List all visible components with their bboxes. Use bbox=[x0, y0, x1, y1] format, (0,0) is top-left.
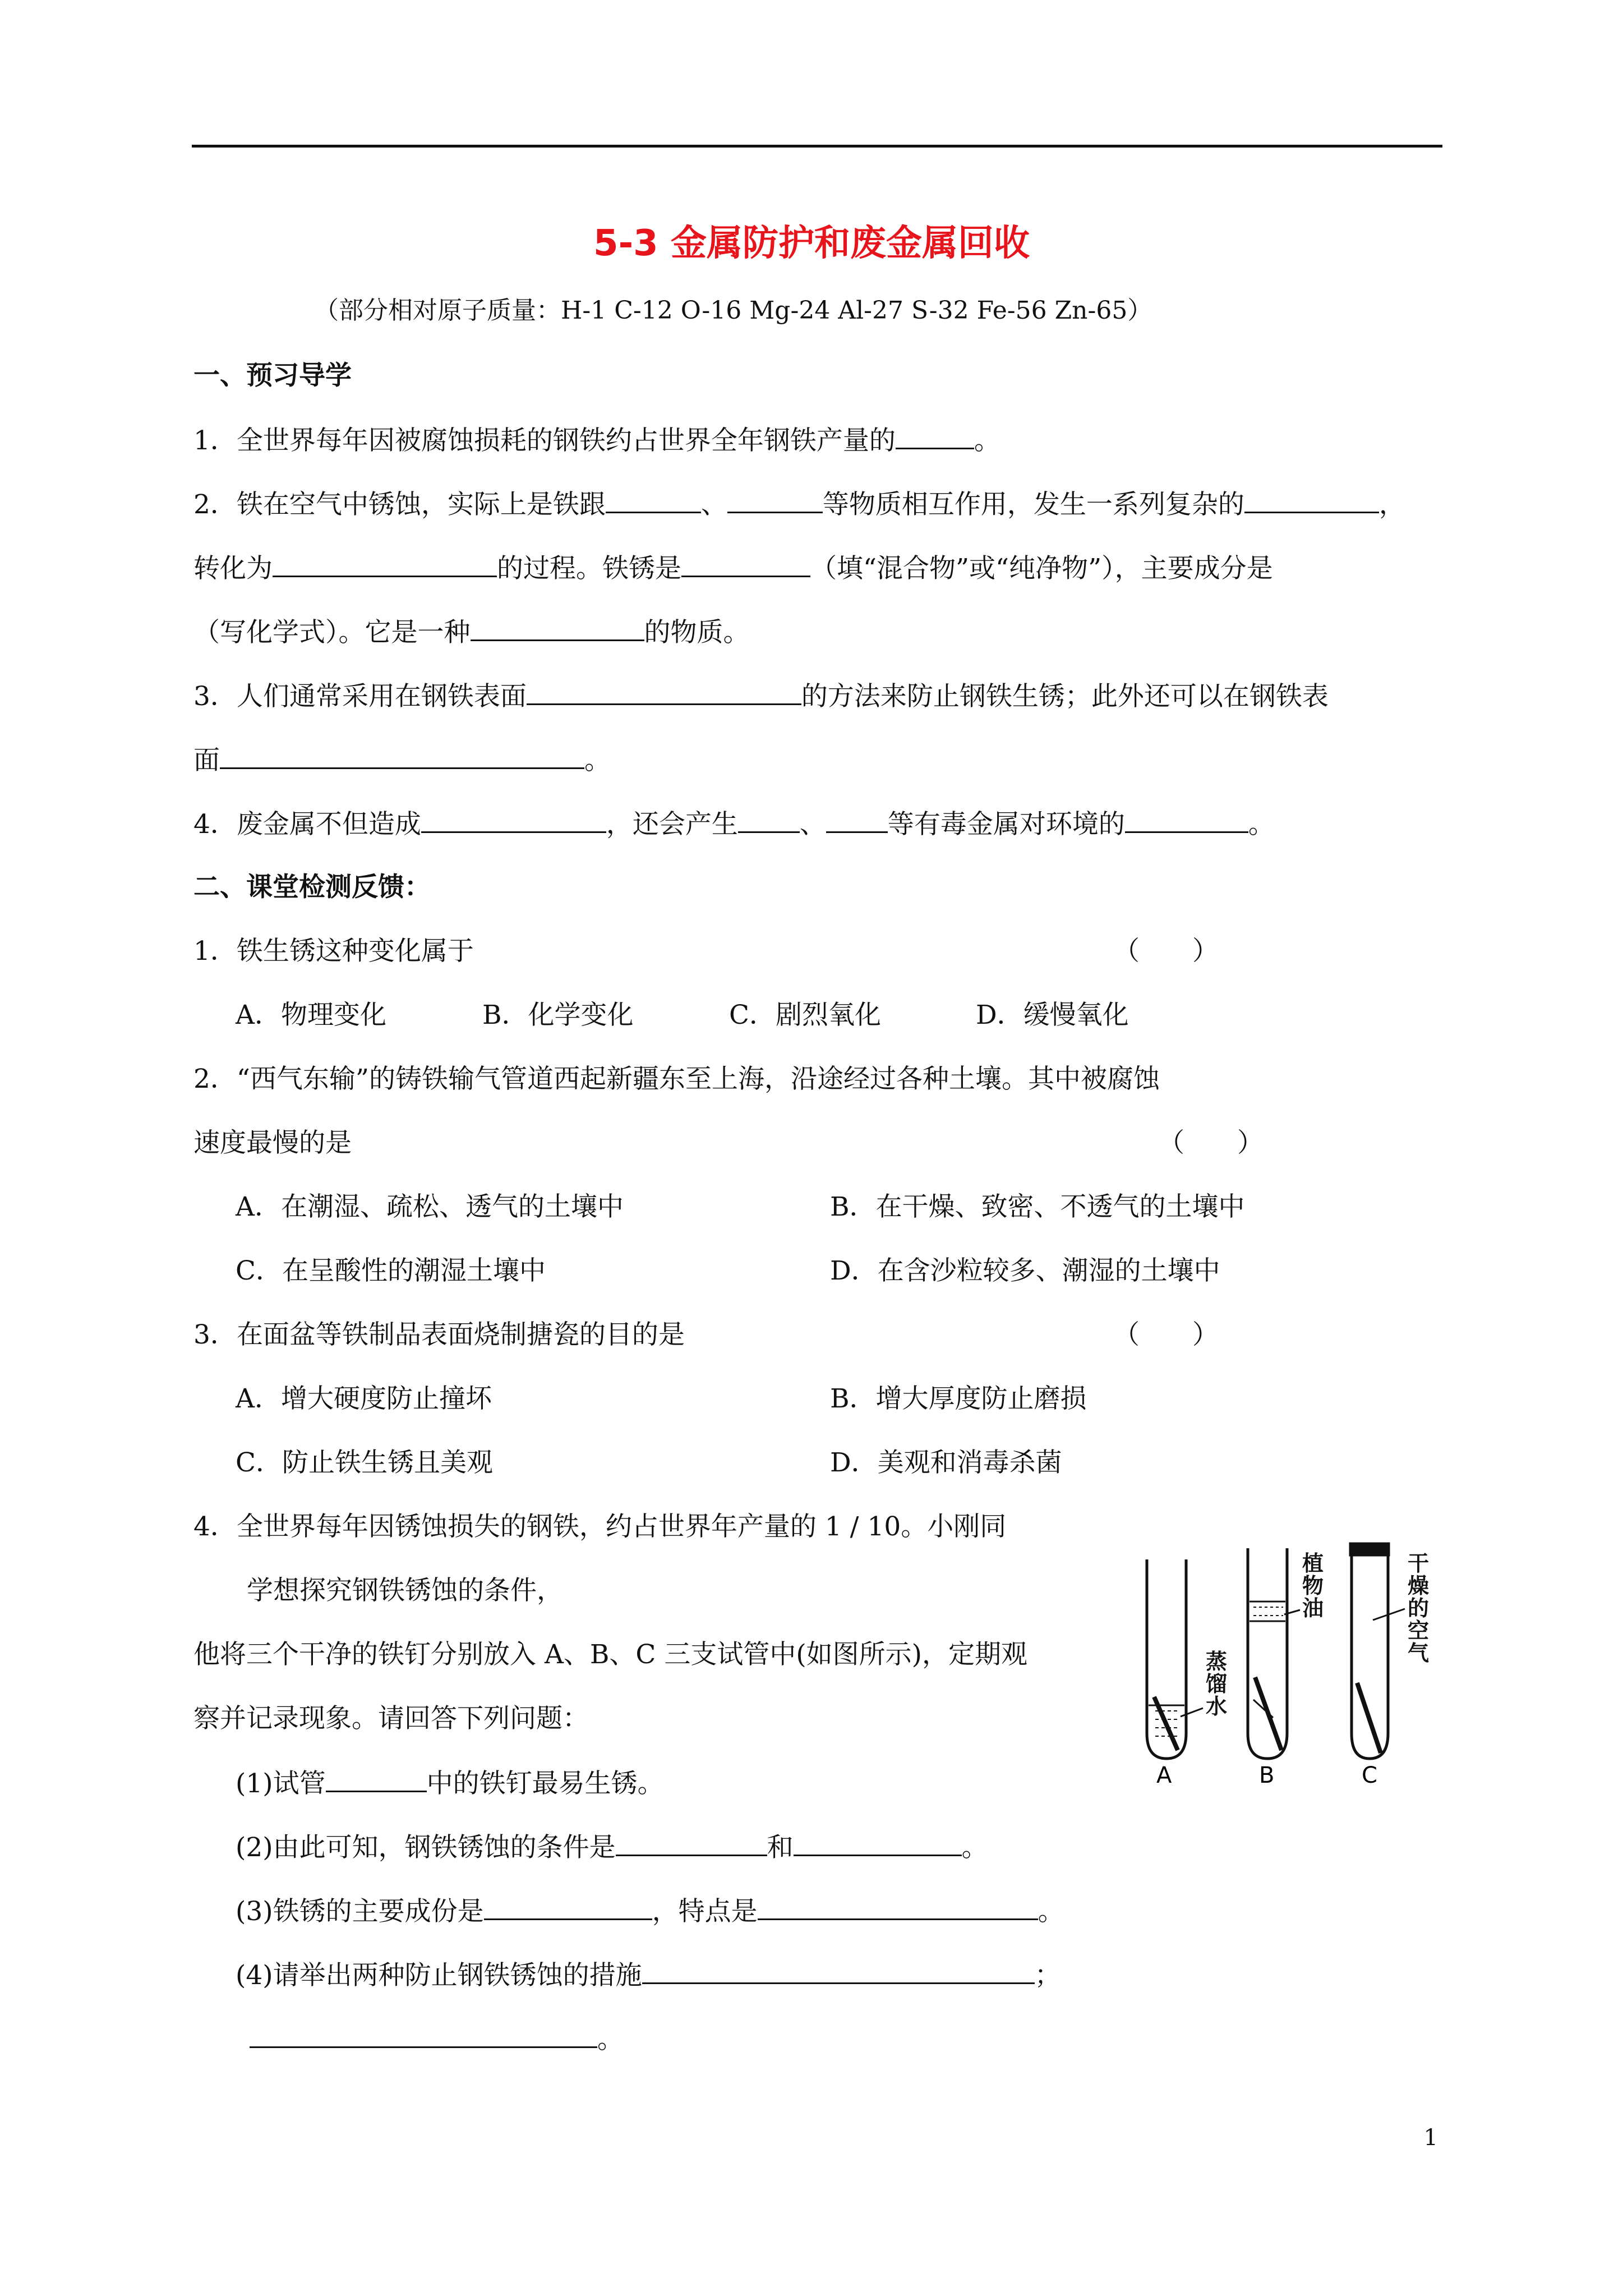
test-tube-b bbox=[1248, 1548, 1287, 1759]
header-rule bbox=[192, 145, 1442, 148]
s2-q4-line3: 他将三个干净的铁钉分别放入 A、B、C 三支试管中(如图所示)，定期观 bbox=[193, 1639, 1027, 1670]
s2-q1-option-a[interactable]: A．物理变化 bbox=[236, 1000, 386, 1030]
answer-blank[interactable] bbox=[421, 807, 606, 833]
answer-blank[interactable] bbox=[794, 1830, 962, 1856]
answer-blank[interactable] bbox=[642, 1958, 1035, 1984]
figure-label-water: 蒸馏水 bbox=[1206, 1649, 1228, 1719]
answer-blank[interactable] bbox=[738, 807, 800, 833]
water-pointer bbox=[1181, 1708, 1203, 1717]
answer-blank[interactable] bbox=[273, 551, 497, 577]
page-title: 5-3 金属防护和废金属回收 bbox=[593, 223, 1030, 264]
s2-q2-stem-line2: 速度最慢的是 bbox=[193, 1128, 352, 1158]
s1-q3-line2: 面 。 bbox=[193, 743, 611, 777]
s2-q4-line1: 4．全世界每年因锈蚀损失的钢铁，约占世界年产量的 1 / 10。小刚同 bbox=[193, 1511, 1007, 1542]
test-tube-a bbox=[1147, 1559, 1186, 1759]
s2-q3-option-b[interactable]: B．增大厚度防止磨损 bbox=[830, 1383, 1087, 1414]
s1-q2-line3: （写化学式）。它是一种 的物质。 bbox=[193, 615, 750, 650]
s2-q2-option-d[interactable]: D．在含沙粒较多、潮湿的土壤中 bbox=[830, 1255, 1220, 1286]
answer-blank[interactable] bbox=[250, 2022, 597, 2048]
s2-q1-option-b[interactable]: B．化学变化 bbox=[482, 1000, 634, 1030]
tube-label-b: B bbox=[1259, 1763, 1275, 1784]
s1-q3-line1: 3．人们通常采用在钢铁表面 的方法来防止钢铁生锈；此外还可以在钢铁表 bbox=[193, 679, 1329, 714]
s2-q2-stem-line1: 2．“西气东输”的铸铁输气管道西起新疆东至上海，沿途经过各种土壤。其中被腐蚀 bbox=[193, 1064, 1160, 1094]
tube-label-c: C bbox=[1362, 1763, 1377, 1784]
s2-q3-option-a[interactable]: A．增大硬度防止撞坏 bbox=[236, 1383, 492, 1414]
test-tube-figure bbox=[1122, 1537, 1458, 1784]
tube-label-a: A bbox=[1156, 1763, 1172, 1784]
figure-label-oil: 植物油 bbox=[1302, 1551, 1324, 1621]
s1-q2-line1: 2．铁在空气中锈蚀，实际上是铁跟 、 等物质相互作用，发生一系列复杂的 ， bbox=[193, 487, 1405, 522]
answer-blank[interactable] bbox=[826, 807, 888, 833]
answer-blank[interactable] bbox=[1244, 487, 1379, 513]
answer-paren[interactable]: （ ） bbox=[1113, 1319, 1219, 1350]
answer-blank[interactable] bbox=[606, 487, 701, 513]
page-number: 1 bbox=[1423, 2125, 1438, 2151]
s2-q4-sub4-line2: 。 bbox=[250, 2022, 624, 2056]
answer-blank[interactable] bbox=[484, 1894, 652, 1920]
s2-q4-sub2: (2)由此可知，钢铁锈蚀的条件是 和 。 bbox=[236, 1830, 988, 1865]
answer-blank[interactable] bbox=[727, 487, 823, 513]
s1-q4: 4．废金属不但造成 ，还会产生 、 等有毒金属对环境的 。 bbox=[193, 807, 1275, 841]
s2-q4-sub3: (3)铁锈的主要成份是 ，特点是 。 bbox=[236, 1894, 1064, 1929]
answer-blank[interactable] bbox=[471, 615, 644, 641]
section1-heading: 一、预习导学 bbox=[193, 360, 352, 391]
answer-blank[interactable] bbox=[616, 1830, 767, 1856]
s2-q1-option-c[interactable]: C．剧烈氧化 bbox=[729, 1000, 881, 1030]
s1-q1: 1．全世界每年因被腐蚀损耗的钢铁约占世界全年钢铁产量的 。 bbox=[193, 423, 1000, 458]
answer-blank[interactable] bbox=[681, 551, 810, 577]
answer-paren[interactable]: （ ） bbox=[1113, 936, 1219, 967]
answer-paren[interactable]: （ ） bbox=[1158, 1128, 1264, 1158]
test-tube-c bbox=[1350, 1544, 1389, 1759]
s2-q4-line2: 学想探究钢铁锈蚀的条件， bbox=[247, 1575, 563, 1606]
answer-blank[interactable] bbox=[1125, 807, 1248, 833]
s2-q4-line4: 察并记录现象。请回答下列问题： bbox=[193, 1703, 589, 1734]
s2-q2-option-a[interactable]: A．在潮湿、疏松、透气的土壤中 bbox=[236, 1191, 624, 1222]
s2-q3-option-d[interactable]: D．美观和消毒杀菌 bbox=[830, 1447, 1062, 1478]
section2-heading: 二、课堂检测反馈： bbox=[193, 872, 431, 903]
s2-q1-option-d[interactable]: D．缓慢氧化 bbox=[976, 1000, 1129, 1030]
answer-blank[interactable] bbox=[758, 1894, 1038, 1920]
s2-q2-option-b[interactable]: B．在干燥、致密、不透气的土壤中 bbox=[830, 1191, 1245, 1222]
answer-blank[interactable] bbox=[220, 743, 584, 769]
s2-q4-sub4: (4)请举出两种防止钢铁锈蚀的措施 ； bbox=[236, 1958, 1061, 1993]
atomic-mass-note: （部分相对原子质量：H-1 C-12 O-16 Mg-24 Al-27 S-32 Fe-56 Zn-65） bbox=[314, 296, 1152, 325]
s1-q2-line2: 转化为 的过程。铁锈是 （填“混合物”或“纯净物”），主要成分是 bbox=[193, 551, 1273, 586]
answer-blank[interactable] bbox=[527, 679, 801, 705]
s2-q3-stem: 3．在面盆等铁制品表面烧制搪瓷的目的是 bbox=[193, 1319, 685, 1350]
s2-q4-sub1: (1)试管 中的铁钉最易生锈。 bbox=[236, 1766, 664, 1801]
s2-q3-option-c[interactable]: C．防止铁生锈且美观 bbox=[236, 1447, 493, 1478]
figure-label-dry-air: 干燥的空气 bbox=[1408, 1551, 1430, 1665]
s2-q2-option-c[interactable]: C．在呈酸性的潮湿土壤中 bbox=[236, 1255, 546, 1286]
s2-q1-stem: 1．铁生锈这种变化属于 bbox=[193, 936, 474, 967]
answer-blank[interactable] bbox=[326, 1766, 427, 1792]
answer-blank[interactable] bbox=[896, 423, 974, 449]
